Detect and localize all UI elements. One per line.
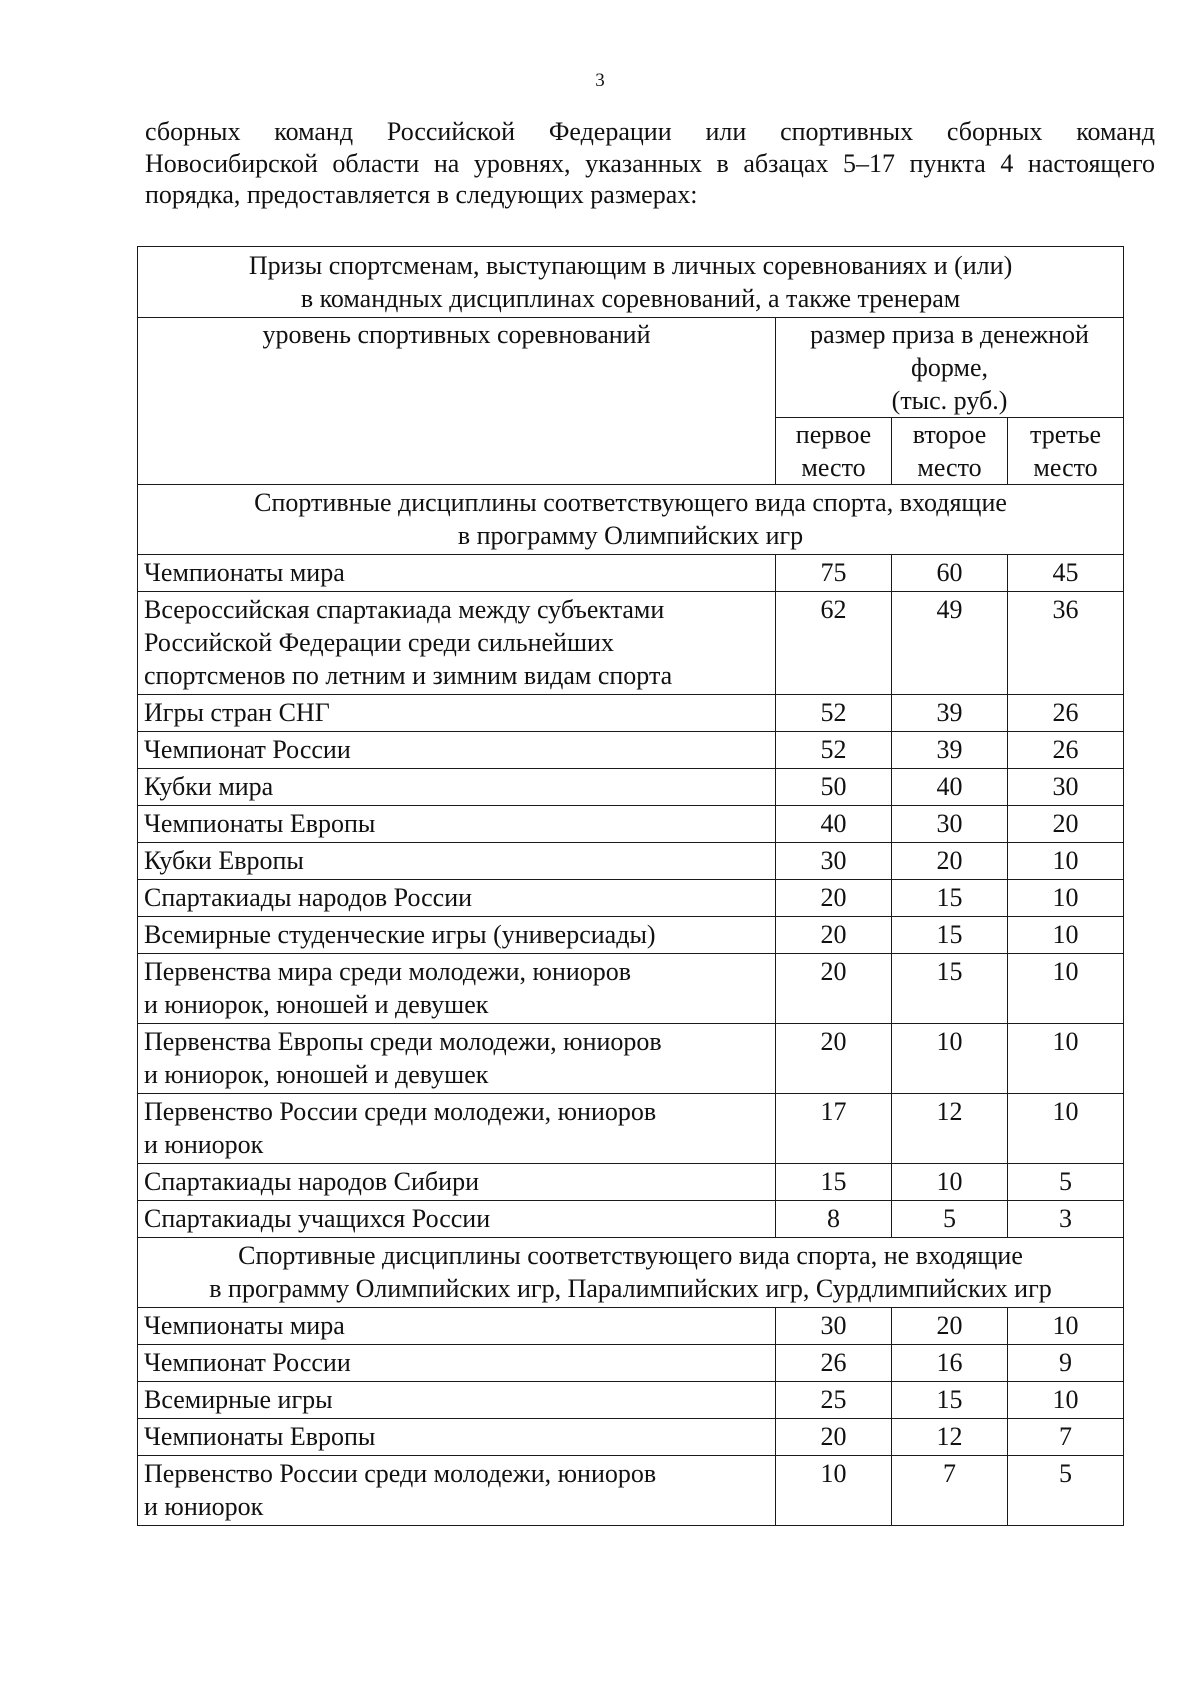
table-row (138, 592, 1124, 695)
section-title-line: в программу Олимпийских игр, Паралимпийских игр, Сурдлимпийских игр (209, 1274, 1052, 1303)
third-place-prize: 5 (1008, 1456, 1124, 1526)
competition-name-line: Первенство России среди молодежи, юниоров (144, 1459, 657, 1488)
first-place-header (776, 418, 892, 485)
competition-name (138, 880, 776, 917)
competition-name-line: Чемпионат России (144, 1348, 351, 1377)
first-place-prize: 20 (776, 917, 892, 954)
competition-name-line: Спартакиады народов России (144, 883, 473, 912)
first-place-prize: 52 (776, 695, 892, 732)
second-place-prize: 12 (892, 1094, 1008, 1164)
table-row (138, 1345, 1124, 1382)
competition-name-line: Чемпионаты Европы (144, 809, 376, 838)
second-place-prize: 10 (892, 1024, 1008, 1094)
table-row (138, 880, 1124, 917)
competition-name (138, 1456, 776, 1526)
prize-amount-header (776, 318, 1124, 418)
place-header-line: место (801, 453, 866, 482)
first-place-prize: 26 (776, 1345, 892, 1382)
third-place-prize: 10 (1008, 843, 1124, 880)
first-place-prize: 8 (776, 1201, 892, 1238)
third-place-header (1008, 418, 1124, 485)
table-row (138, 1456, 1124, 1526)
place-header-line: второе (912, 420, 987, 449)
second-place-prize: 40 (892, 769, 1008, 806)
competition-name-line: Спартакиады народов Сибири (144, 1167, 479, 1196)
second-place-prize: 30 (892, 806, 1008, 843)
table-row (138, 1024, 1124, 1094)
table-row (138, 806, 1124, 843)
table-title (138, 247, 1124, 318)
competition-name-line: Всемирные игры (144, 1385, 333, 1414)
first-place-prize: 30 (776, 843, 892, 880)
first-place-prize: 52 (776, 732, 892, 769)
section-title-line: в программу Олимпийских игр (457, 521, 804, 550)
competition-name-line: Кубки мира (144, 772, 274, 801)
second-place-prize: 49 (892, 592, 1008, 695)
competition-name-line: и юниорок, юношей и девушек (144, 1060, 489, 1089)
prize-table (137, 246, 1124, 1526)
competition-name-line: Первенство России среди молодежи, юниоров (144, 1097, 657, 1126)
first-place-prize: 62 (776, 592, 892, 695)
first-place-prize: 10 (776, 1456, 892, 1526)
competition-name (138, 592, 776, 695)
third-place-prize: 10 (1008, 880, 1124, 917)
page-number: 3 (595, 70, 605, 91)
second-place-header (892, 418, 1008, 485)
competition-name (138, 1201, 776, 1238)
first-place-prize: 25 (776, 1382, 892, 1419)
competition-name (138, 843, 776, 880)
competition-name (138, 1382, 776, 1419)
table-row (138, 1308, 1124, 1345)
second-place-prize: 12 (892, 1419, 1008, 1456)
table-row (138, 954, 1124, 1024)
first-place-prize: 20 (776, 954, 892, 1024)
competition-name-line: и юниорок (144, 1492, 264, 1521)
third-place-prize: 26 (1008, 695, 1124, 732)
section-title (138, 485, 1124, 555)
second-place-prize: 60 (892, 555, 1008, 592)
first-place-prize: 40 (776, 806, 892, 843)
competition-name-line: Всероссийская спартакиада между субъектами (144, 595, 665, 624)
table-title-row (138, 247, 1124, 318)
competition-name-line: Игры стран СНГ (144, 698, 330, 727)
table-row (138, 555, 1124, 592)
intro-line: сборных команд Российской Федерации или спортивных сборных команд (145, 117, 1155, 146)
third-place-prize: 45 (1008, 555, 1124, 592)
competition-name (138, 555, 776, 592)
place-header-line: место (917, 453, 982, 482)
competition-name-line: Кубки Европы (144, 846, 304, 875)
third-place-prize: 20 (1008, 806, 1124, 843)
second-place-prize: 20 (892, 843, 1008, 880)
second-place-prize: 5 (892, 1201, 1008, 1238)
second-place-prize: 15 (892, 1382, 1008, 1419)
intro-paragraph (145, 116, 1155, 211)
third-place-prize: 10 (1008, 1094, 1124, 1164)
section-title-line: Спортивные дисциплины соответствующего вида спорта, не входящие (238, 1241, 1023, 1270)
place-header-line: первое (795, 420, 872, 449)
competition-name (138, 732, 776, 769)
column-header-row (138, 318, 1124, 418)
competition-name-line: и юниорок (144, 1130, 264, 1159)
section-title (138, 1238, 1124, 1308)
competition-name-line: Первенства мира среди молодежи, юниоров (144, 957, 632, 986)
competition-name (138, 1308, 776, 1345)
first-place-prize: 30 (776, 1308, 892, 1345)
competition-name-line: Чемпионаты мира (144, 1311, 345, 1340)
table-row (138, 1201, 1124, 1238)
second-place-prize: 16 (892, 1345, 1008, 1382)
competition-name-line: Спартакиады учащихся России (144, 1204, 491, 1233)
competition-name (138, 1419, 776, 1456)
competition-name-line: Чемпионаты мира (144, 558, 345, 587)
competition-name-line: Российской Федерации среди сильнейших (144, 628, 614, 657)
competition-name (138, 695, 776, 732)
table-row (138, 917, 1124, 954)
competition-name (138, 917, 776, 954)
table-row (138, 1094, 1124, 1164)
competition-name-line: и юниорок, юношей и девушек (144, 990, 489, 1019)
table-row (138, 843, 1124, 880)
second-place-prize: 20 (892, 1308, 1008, 1345)
third-place-prize: 36 (1008, 592, 1124, 695)
competition-name (138, 769, 776, 806)
prize-header-line: форме, (911, 353, 988, 382)
second-place-prize: 15 (892, 954, 1008, 1024)
place-header-line: место (1033, 453, 1098, 482)
first-place-prize: 20 (776, 1419, 892, 1456)
table-row (138, 1164, 1124, 1201)
third-place-prize: 10 (1008, 1308, 1124, 1345)
third-place-prize: 10 (1008, 917, 1124, 954)
second-place-prize: 39 (892, 695, 1008, 732)
competition-name-line: Всемирные студенческие игры (универсиады) (144, 920, 656, 949)
section-header-row (138, 485, 1124, 555)
first-place-prize: 20 (776, 1024, 892, 1094)
competition-name (138, 806, 776, 843)
third-place-prize: 5 (1008, 1164, 1124, 1201)
competition-name (138, 1345, 776, 1382)
section-title-line: Спортивные дисциплины соответствующего вида спорта, входящие (254, 488, 1007, 517)
prize-header-line: (тыс. руб.) (891, 386, 1008, 415)
competition-name (138, 1094, 776, 1164)
table-row (138, 695, 1124, 732)
third-place-prize: 9 (1008, 1345, 1124, 1382)
third-place-prize: 30 (1008, 769, 1124, 806)
second-place-prize: 39 (892, 732, 1008, 769)
table-row (138, 1419, 1124, 1456)
competition-name-line: Чемпионаты Европы (144, 1422, 376, 1451)
intro-line: Новосибирской области на уровнях, указанных в абзацах 5–17 пункта 4 настоящего (145, 148, 1155, 178)
table-row (138, 732, 1124, 769)
third-place-prize: 3 (1008, 1201, 1124, 1238)
intro-line: порядка, предоставляется в следующих размерах: (145, 180, 698, 209)
second-place-prize: 15 (892, 880, 1008, 917)
third-place-prize: 7 (1008, 1419, 1124, 1456)
third-place-prize: 10 (1008, 1382, 1124, 1419)
first-place-prize: 17 (776, 1094, 892, 1164)
first-place-prize: 20 (776, 880, 892, 917)
competition-name (138, 954, 776, 1024)
first-place-prize: 15 (776, 1164, 892, 1201)
first-place-prize: 75 (776, 555, 892, 592)
competition-name-line: Чемпионат России (144, 735, 351, 764)
level-header: уровень спортивных соревнований (138, 318, 776, 485)
third-place-prize: 26 (1008, 732, 1124, 769)
table-title-line: в командных дисциплинах соревнований, а также тренерам (300, 284, 961, 313)
second-place-prize: 15 (892, 917, 1008, 954)
table-title-line: Призы спортсменам, выступающим в личных соревнованиях и (или) (248, 251, 1013, 280)
third-place-prize: 10 (1008, 954, 1124, 1024)
competition-name-line: Первенства Европы среди молодежи, юниоров (144, 1027, 662, 1056)
table-row (138, 769, 1124, 806)
first-place-prize: 50 (776, 769, 892, 806)
third-place-prize: 10 (1008, 1024, 1124, 1094)
place-header-line: третье (1030, 420, 1102, 449)
section-header-row (138, 1238, 1124, 1308)
competition-name (138, 1164, 776, 1201)
competition-name-line: спортсменов по летним и зимним видам спорта (144, 661, 673, 690)
second-place-prize: 7 (892, 1456, 1008, 1526)
prize-header-line: размер приза в денежной (810, 320, 1089, 349)
competition-name (138, 1024, 776, 1094)
table-row (138, 1382, 1124, 1419)
second-place-prize: 10 (892, 1164, 1008, 1201)
